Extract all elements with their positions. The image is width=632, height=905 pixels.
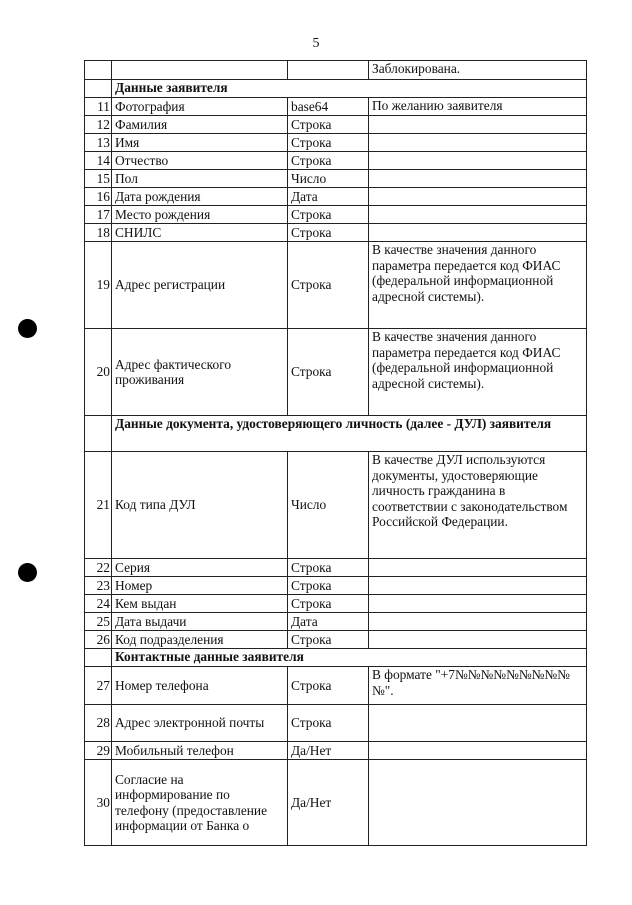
table-row bbox=[85, 667, 587, 705]
row-description: В качестве значения данного параметра передается код ФИАС (федеральной информационной адресной системы). bbox=[369, 329, 587, 416]
row-number: 26 bbox=[85, 631, 112, 649]
row-name: СНИЛС bbox=[112, 224, 288, 242]
row-name: Код типа ДУЛ bbox=[112, 452, 288, 559]
row-number: 28 bbox=[85, 705, 112, 742]
row-number: 30 bbox=[85, 760, 112, 846]
row-name: Отчество bbox=[112, 152, 288, 170]
row-name: Дата рождения bbox=[112, 188, 288, 206]
row-number: 23 bbox=[85, 577, 112, 595]
row-description bbox=[369, 742, 587, 760]
row-name: Имя bbox=[112, 134, 288, 152]
row-type: Строка bbox=[288, 242, 369, 329]
row-type: Да/Нет bbox=[288, 760, 369, 846]
row-type: Строка bbox=[288, 631, 369, 649]
row-description: Заблокирована. bbox=[369, 61, 587, 80]
table-row bbox=[85, 224, 587, 242]
row-name: Фотография bbox=[112, 98, 288, 116]
row-number: 14 bbox=[85, 152, 112, 170]
page-number: 5 bbox=[312, 36, 320, 51]
punch-hole-mark bbox=[18, 319, 37, 338]
row-description bbox=[369, 170, 587, 188]
row-type: Число bbox=[288, 452, 369, 559]
row-type: base64 bbox=[288, 98, 369, 116]
row-name: Мобильный телефон bbox=[112, 742, 288, 760]
row-description bbox=[369, 224, 587, 242]
row-description bbox=[369, 631, 587, 649]
row-number: 29 bbox=[85, 742, 112, 760]
row-description bbox=[369, 152, 587, 170]
row-number: 18 bbox=[85, 224, 112, 242]
row-type: Строка bbox=[288, 134, 369, 152]
row-description: В формате "+7№№№№№№№№№№". bbox=[369, 667, 587, 705]
row-number: 17 bbox=[85, 206, 112, 224]
table-row bbox=[85, 152, 587, 170]
row-description bbox=[369, 705, 587, 742]
row-description bbox=[369, 559, 587, 577]
row-type: Строка bbox=[288, 329, 369, 416]
row-type: Строка bbox=[288, 595, 369, 613]
row-name: Место рождения bbox=[112, 206, 288, 224]
table-row bbox=[85, 116, 587, 134]
row-description: В качестве значения данного параметра передается код ФИАС (федеральной информационной адресной системы). bbox=[369, 242, 587, 329]
row-name: Номер bbox=[112, 577, 288, 595]
row-number: 11 bbox=[85, 98, 112, 116]
table-row bbox=[85, 242, 587, 329]
row-type: Число bbox=[288, 170, 369, 188]
section-title: Контактные данные заявителя bbox=[112, 649, 587, 667]
table-row bbox=[85, 98, 587, 116]
row-number: 22 bbox=[85, 559, 112, 577]
row-description bbox=[369, 760, 587, 846]
row-name: Адрес электронной почты bbox=[112, 705, 288, 742]
row-description bbox=[369, 613, 587, 631]
row-number: 24 bbox=[85, 595, 112, 613]
table-row bbox=[85, 742, 587, 760]
row-type: Строка bbox=[288, 577, 369, 595]
row-number: 27 bbox=[85, 667, 112, 705]
row-type: Дата bbox=[288, 613, 369, 631]
table-row bbox=[85, 631, 587, 649]
table-row bbox=[85, 61, 587, 80]
row-type: Строка bbox=[288, 116, 369, 134]
section-row bbox=[85, 649, 587, 667]
row-type: Строка bbox=[288, 206, 369, 224]
table-row bbox=[85, 613, 587, 631]
row-description bbox=[369, 206, 587, 224]
row-description bbox=[369, 577, 587, 595]
row-number: 21 bbox=[85, 452, 112, 559]
table-row bbox=[85, 705, 587, 742]
section-title: Данные заявителя bbox=[112, 80, 587, 98]
row-number: 16 bbox=[85, 188, 112, 206]
row-description: По желанию заявителя bbox=[369, 98, 587, 116]
row-name: Пол bbox=[112, 170, 288, 188]
row-type: Да/Нет bbox=[288, 742, 369, 760]
table-row bbox=[85, 206, 587, 224]
row-name: Номер телефона bbox=[112, 667, 288, 705]
row-name: Кем выдан bbox=[112, 595, 288, 613]
row-name: Код подразделения bbox=[112, 631, 288, 649]
row-description bbox=[369, 188, 587, 206]
row-number: 25 bbox=[85, 613, 112, 631]
table-row bbox=[85, 595, 587, 613]
section-title: Данные документа, удостоверяющего личность (далее - ДУЛ) заявителя bbox=[112, 416, 587, 452]
punch-hole-mark bbox=[18, 563, 37, 582]
row-name: Адрес регистрации bbox=[112, 242, 288, 329]
row-type: Строка bbox=[288, 667, 369, 705]
table-row bbox=[85, 559, 587, 577]
section-row bbox=[85, 80, 587, 98]
row-description bbox=[369, 595, 587, 613]
table-row bbox=[85, 134, 587, 152]
row-description: В качестве ДУЛ используются документы, удостоверяющие личность гражданина в соответствии с законодательством Российской Федерации. bbox=[369, 452, 587, 559]
row-name: Фамилия bbox=[112, 116, 288, 134]
row-number: 20 bbox=[85, 329, 112, 416]
table-row bbox=[85, 170, 587, 188]
row-type: Строка bbox=[288, 559, 369, 577]
row-number: 19 bbox=[85, 242, 112, 329]
row-name: Дата выдачи bbox=[112, 613, 288, 631]
row-name: Согласие на информирование по телефону (предоставление информации от Банка о bbox=[112, 760, 288, 846]
row-type: Строка bbox=[288, 152, 369, 170]
row-number: 12 bbox=[85, 116, 112, 134]
table-row bbox=[85, 329, 587, 416]
parameters-table bbox=[84, 60, 587, 846]
table-row bbox=[85, 760, 587, 846]
table-row bbox=[85, 188, 587, 206]
row-name: Адрес фактического проживания bbox=[112, 329, 288, 416]
row-number: 13 bbox=[85, 134, 112, 152]
row-type: Строка bbox=[288, 705, 369, 742]
table-row bbox=[85, 452, 587, 559]
row-description bbox=[369, 116, 587, 134]
row-type: Строка bbox=[288, 224, 369, 242]
row-number: 15 bbox=[85, 170, 112, 188]
row-description bbox=[369, 134, 587, 152]
row-name: Серия bbox=[112, 559, 288, 577]
row-type: Дата bbox=[288, 188, 369, 206]
section-row bbox=[85, 416, 587, 452]
table-row bbox=[85, 577, 587, 595]
